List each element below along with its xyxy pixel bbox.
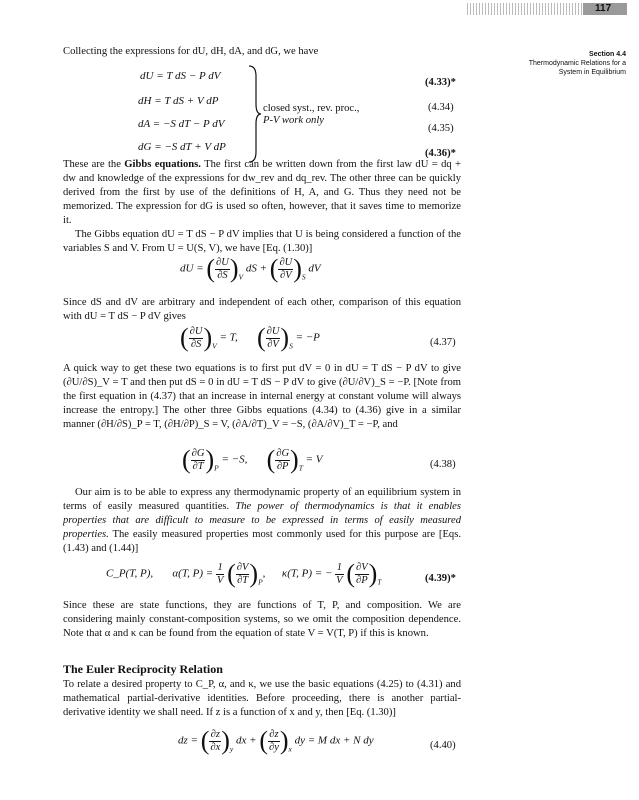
gibbs-eq-du: dU = T dS − P dV [140,70,221,82]
paragraph-euler-intro: To relate a desired property to C_P, α, and κ, we use the basic equations (4.25) to (4.31) and mathematical partial-derivative identities. Before proceeding, there is another partial-derivative identity we shall need. If z is a function of x and y, then [Eq. (1.30)] [63,679,461,718]
eq-number-4-40: (4.40) [430,740,456,751]
eq-number-4-36: (4.36)* [425,148,456,159]
equation-du-partials: dU = ( $\frac{\partial U}{\partial S}$ )$_V$ dS + ( $\frac{\partial U}{\partial V}$ )$_S$ dV [180,254,321,283]
eq-number-4-33: (4.33)* [425,77,456,88]
gibbs-condition-line1: closed syst., rev. proc., [263,103,360,114]
gibbs-condition-line2: P-V work only [263,115,325,126]
eq-number-4-34: (4.34) [428,102,454,113]
gibbs-brace [248,64,262,169]
equation-4-39: C_P(T, P), α(T, P) = $\frac{1}{V}$ ( $\frac{\partial V}{\partial T}$ )$_P$, κ(T, P) = − $\frac{1}{V}$ ( $\frac{\partial V}{\partial P}$ )$_T$ [106,559,382,588]
paragraph-state-functions: Since these are state functions, they are functions of T, P, and composition. We are considering mainly constant-composition systems, so we omit the composition dependence. Note that α and κ can be found from the equation of state V = V(T, P) if this is known. [63,600,461,639]
paragraph-gibbs-equations: These are the Gibbs equations. The first can be written down from the first law dU = dq + dw and knowledge of the expressions for dw_rev and dq_rev. The other three can be quickly derived from the first by use of the definitions of H, A, and G. Thus they need not be memorized. The expression for dG is used so often, however, that it saves time to memorize it. [63,159,461,226]
paragraph-arbitrary-ds-dv: Since dS and dV are arbitrary and independent of each other, comparison of this equation with dU = T dS − P dV gives [63,297,461,322]
paragraph-our-aim: Our aim is to be able to express any thermodynamic property of an equilibrium system in terms of easily measured quantities. The power of thermodynamics is that it enables properties that are difficult to measure to be expressed in terms of easily measured properties. The easily measured properties most commonly used for this purpose are [Eqs. (1.43) and (1.44)] [63,487,461,554]
gibbs-eq-dh: dH = T dS + V dP [138,95,219,107]
equation-4-38: ( $\frac{\partial G}{\partial T}$ )$_P = -S$, ( $\frac{\partial G}{\partial P}$ )$_T = V$ [182,445,323,474]
gibbs-eq-dg: dG = −S dT + V dP [138,141,226,153]
section-title-line1: Thermodynamic Relations for a [528,60,626,67]
equation-4-37: ( $\frac{\partial U}{\partial S}$ )$_V = T$, ( $\frac{\partial U}{\partial V}$ )$_S = -P$ [180,323,320,352]
eq-number-4-35: (4.35) [428,123,454,134]
section-heading-euler: The Euler Reciprocity Relation [63,662,223,676]
equation-4-40: dz = ( $\frac{\partial z}{\partial x}$ )$_y$ dx + ( $\frac{\partial z}{\partial y}$ )$_x$ dy = M dx + N dy [178,726,374,755]
paragraph-quick-way: A quick way to get these two equations is to first put dV = 0 in dU = T dS − P dV to give (∂U/∂S)_V = T and then put dS = 0 in dU = T dS − P dV to give (∂U/∂V)_S = −P. [Note from the first equation in (4.37) that an increase in internal energy at constant volume will always increase the entropy.] The other three Gibbs equations (4.34) to (4.36) give in a similar manner (∂H/∂S)_P = T, (∂H/∂P)_S = V, (∂A/∂T)_V = −S, (∂A/∂V)_T = −P, and [63,363,461,430]
gibbs-eq-da: dA = −S dT − P dV [138,118,225,130]
section-title-line2: System in Equilibrium [558,69,626,76]
section-label: Section 4.4 [589,51,626,58]
eq-number-4-38: (4.38) [430,459,456,470]
paragraph-gibbs-du: The Gibbs equation dU = T dS − P dV implies that U is being considered a function of the variables S and V. From U = U(S, V), we have [Eq. (1.30)] [63,229,461,254]
page-number: 117 [595,3,612,14]
eq-number-4-37: (4.37) [430,337,456,348]
intro-text: Collecting the expressions for dU, dH, dA, and dG, we have [63,46,319,57]
eq-number-4-39: (4.39)* [425,573,456,584]
